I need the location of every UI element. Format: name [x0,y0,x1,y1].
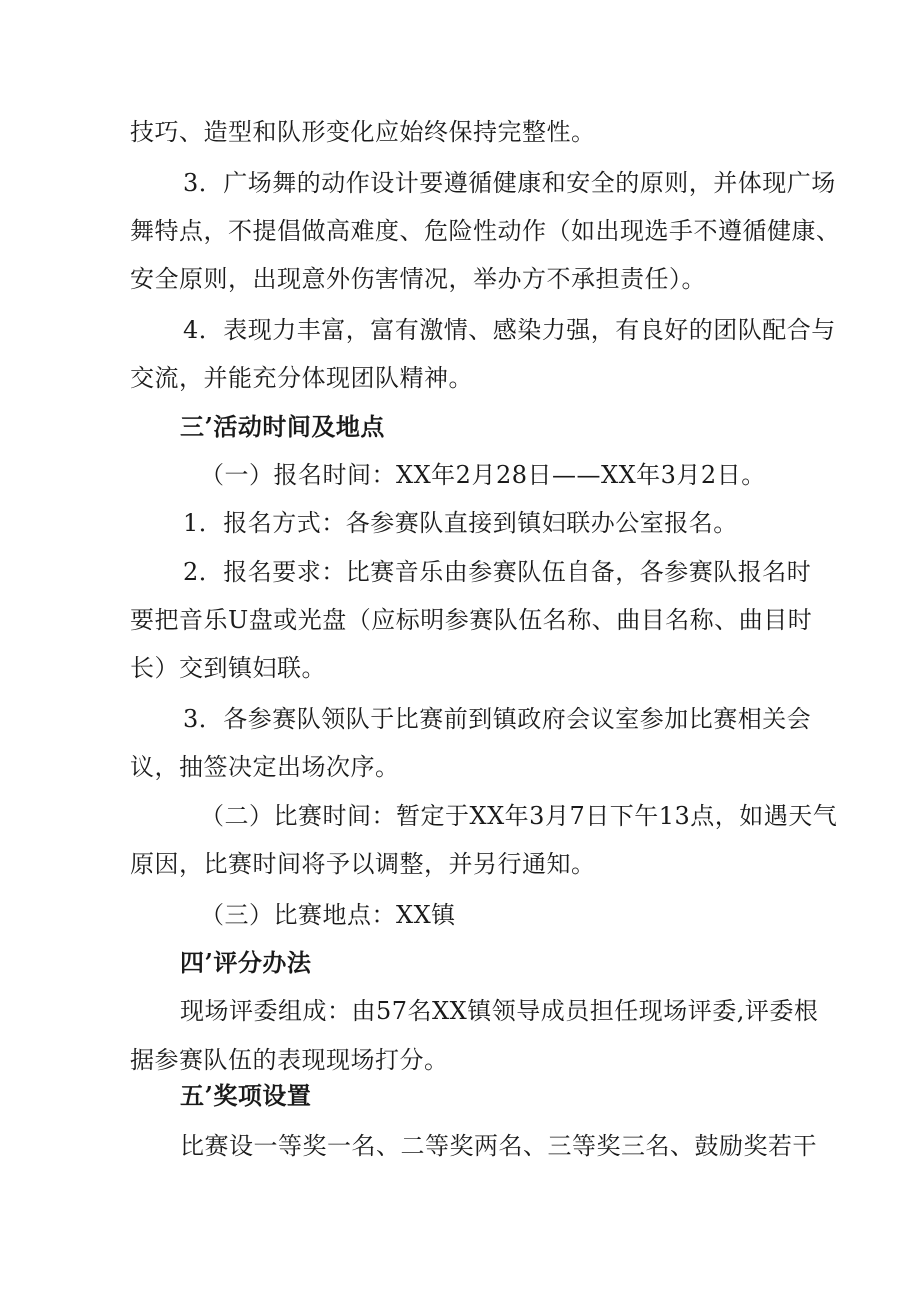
body-line: 要把音乐U盘或光盘（应标明参赛队伍名称、曲目名称、曲目时 [130,606,813,634]
body-line: 技巧、造型和队形变化应始终保持完整性。 [130,118,596,146]
sub-heading-1: （一）报名时间：XX年2月28日——XX年3月2日。 [200,461,766,489]
body-line: 议，抽签决定出场次序。 [130,753,400,781]
body-line: 比赛设一等奖一名、二等奖两名、三等奖三名、鼓励奖若干 [180,1132,817,1160]
body-line: 原因，比赛时间将予以调整，并另行通知。 [130,850,596,878]
body-line: 长）交到镇妇联。 [130,654,326,682]
body-line: 现场评委组成：由57名XX镇领导成员担任现场评委,评委根 [180,997,819,1025]
body-line: 交流，并能充分体现团队精神。 [130,364,473,392]
body-line: 安全原则，出现意外伤害情况，举办方不承担责任）。 [130,265,706,293]
list-item-2: 2．报名要求：比赛音乐由参赛队伍自备，各参赛队报名时 [183,558,812,586]
list-item-3: 3．广场舞的动作设计要遵循健康和安全的原则，并体现广场 [183,169,836,197]
list-item-3: 3．各参赛队领队于比赛前到镇政府会议室参加比赛相关会 [183,705,812,733]
sub-heading-2: （二）比赛时间：暂定于XX年3月7日下午13点，如遇天气 [200,802,838,830]
section-heading-5: 五’奖项设置 [180,1081,312,1110]
sub-heading-3: （三）比赛地点：XX镇 [200,901,456,929]
section-heading-3: 三’活动时间及地点 [180,412,385,441]
list-item-1: 1．报名方式：各参赛队直接到镇妇联办公室报名。 [183,509,738,537]
section-heading-4: 四’评分办法 [180,948,312,977]
body-line: 舞特点，不提倡做高难度、危险性动作（如出现选手不遵循健康、 [130,217,841,245]
body-line: 据参赛队伍的表现现场打分。 [130,1046,449,1074]
list-item-4: 4．表现力丰富，富有激情、感染力强，有良好的团队配合与 [183,316,836,344]
